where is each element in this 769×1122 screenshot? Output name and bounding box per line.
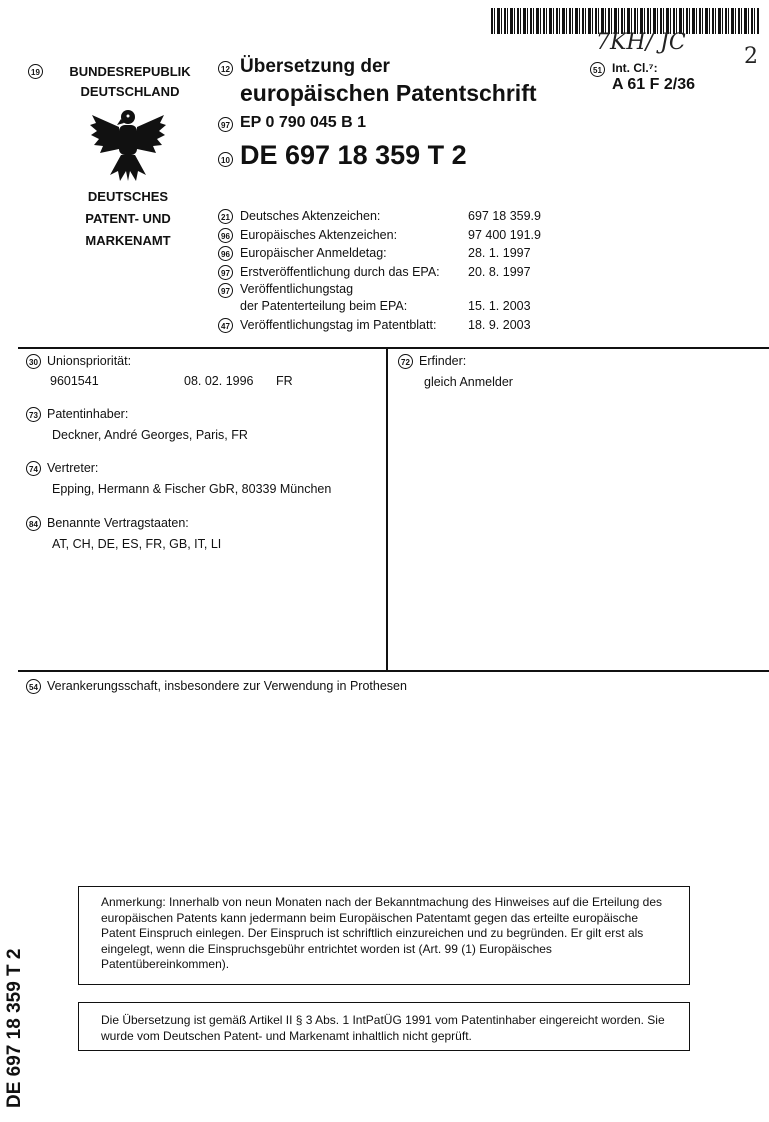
inventor-section [398, 352, 748, 391]
inid-code: 74 [26, 461, 41, 476]
bib-value: 97 400 191.9 [468, 227, 541, 242]
country-name-line1: BUNDESREPUBLIK [69, 64, 191, 79]
bib-label: Veröffentlichungstag [240, 282, 354, 296]
inid-code: 10 [218, 152, 233, 167]
inid-code: 96 [218, 246, 233, 261]
bib-label: Erstveröffentlichung durch das EPA: [240, 264, 440, 279]
country-name-line2: DEUTSCHLAND [80, 84, 180, 99]
inid-code: 97 [218, 283, 233, 298]
bib-label: Europäischer Anmeldetag: [240, 246, 387, 260]
owner-label: Patentinhaber: [47, 407, 129, 421]
contracting-states-value: AT, CH, DE, ES, FR, GB, IT, LI [52, 537, 222, 551]
bib-row [218, 263, 558, 282]
representative-label: Vertreter: [47, 461, 99, 475]
divider [18, 347, 769, 349]
priority-label: Unionspriorität: [47, 354, 132, 368]
bib-label: Europäisches Aktenzeichen: [240, 227, 398, 242]
bib-value: 28. 1. 1997 [468, 246, 531, 260]
inid-code: 51 [590, 62, 605, 77]
federal-eagle-emblem [88, 105, 168, 183]
translation-note-box: Die Übersetzung ist gemäß Artikel II § 3 Abs. 1 IntPatÜG 1991 vom Patentinhaber eingereicht worden. Sie wurde vom Deutschen Patent- und Markenamt inhaltlich nicht geprüft. [78, 1002, 690, 1051]
divider [18, 670, 769, 672]
priority-section [26, 352, 376, 390]
int-cl-value: A 61 F 2/36 [612, 76, 696, 93]
authority-block [28, 62, 208, 102]
owner-value: Deckner, André Georges, Paris, FR [52, 428, 248, 442]
inid-code: 12 [218, 61, 233, 76]
bib-label: Deutsches Aktenzeichen: [240, 209, 381, 223]
bib-value: 697 18 359.9 [468, 209, 541, 223]
invention-title-section [26, 677, 746, 695]
bib-value: 18. 9. 2003 [468, 317, 531, 332]
sidebar-publication-number: DE 697 18 359 T 2 [4, 948, 25, 1108]
bib-row [218, 207, 558, 226]
patent-office-name: DEUTSCHES PATENT- UND MARKENAMT [85, 189, 171, 248]
handwritten-page-number: 2 [744, 44, 758, 69]
contracting-states-label: Benannte Vertragstaaten: [47, 516, 189, 530]
inid-code: 54 [26, 679, 41, 694]
document-kind-line2: europäischen Patentschrift [240, 80, 537, 106]
invention-title: Verankerungsschaft, insbesondere zur Verwendung in Prothesen [47, 679, 407, 693]
bib-row [218, 297, 558, 316]
document-kind-line1: Übersetzung der [240, 56, 390, 77]
contracting-states-section [26, 514, 376, 553]
bib-value: 15. 1. 2003 [468, 299, 531, 313]
bib-label: der Patenterteilung beim EPA: [240, 299, 408, 313]
int-cl-label: Int. Cl.⁷: [612, 61, 658, 75]
representative-section [26, 459, 381, 498]
owner-section [26, 405, 376, 444]
inventor-label: Erfinder: [419, 354, 467, 368]
inid-code: 30 [26, 354, 41, 369]
inid-code: 97 [218, 117, 233, 132]
de-publication-number: DE 697 18 359 T 2 [240, 140, 467, 170]
inventor-value: gleich Anmelder [424, 375, 513, 389]
priority-number: 9601541 [50, 374, 99, 388]
bib-value: 20. 8. 1997 [468, 264, 531, 279]
column-divider [386, 347, 388, 670]
bib-row [218, 316, 558, 335]
bib-row [218, 226, 558, 245]
priority-date: 08. 02. 1996 [184, 374, 254, 388]
inid-code: 47 [218, 318, 233, 333]
inid-code: 84 [26, 516, 41, 531]
handwritten-note: 7KH/ JC [596, 30, 686, 55]
ep-publication-number: EP 0 790 045 B 1 [240, 114, 367, 131]
bibliographic-data [218, 207, 558, 334]
inid-code: 21 [218, 209, 233, 224]
priority-country: FR [276, 374, 293, 388]
opposition-notice-box: Anmerkung: Innerhalb von neun Monaten nach der Bekanntmachung des Hinweises auf die Erteilung des europäischen Patents kann jedermann beim Europäischen Patentamt gegen das erteilte europäische Patent Einspruch einlegen. Der Einspruch ist schriftlich einzureichen und zu begründen. Er gilt erst als eingelegt, wenn die Einspruchsgebühr entrichtet worden ist (Art. 99 (1) Europäisches Patentübereinkommen). [78, 886, 690, 985]
inid-code: 97 [218, 265, 233, 280]
inid-code: 73 [26, 407, 41, 422]
bib-label: Veröffentlichungstag im Patentblatt: [240, 317, 437, 332]
bib-row [218, 244, 558, 263]
representative-value: Epping, Hermann & Fischer GbR, 80339 München [52, 482, 332, 496]
inid-code: 96 [218, 228, 233, 243]
inid-code: 72 [398, 354, 413, 369]
inid-code: 19 [28, 64, 43, 79]
bib-row [218, 281, 558, 297]
